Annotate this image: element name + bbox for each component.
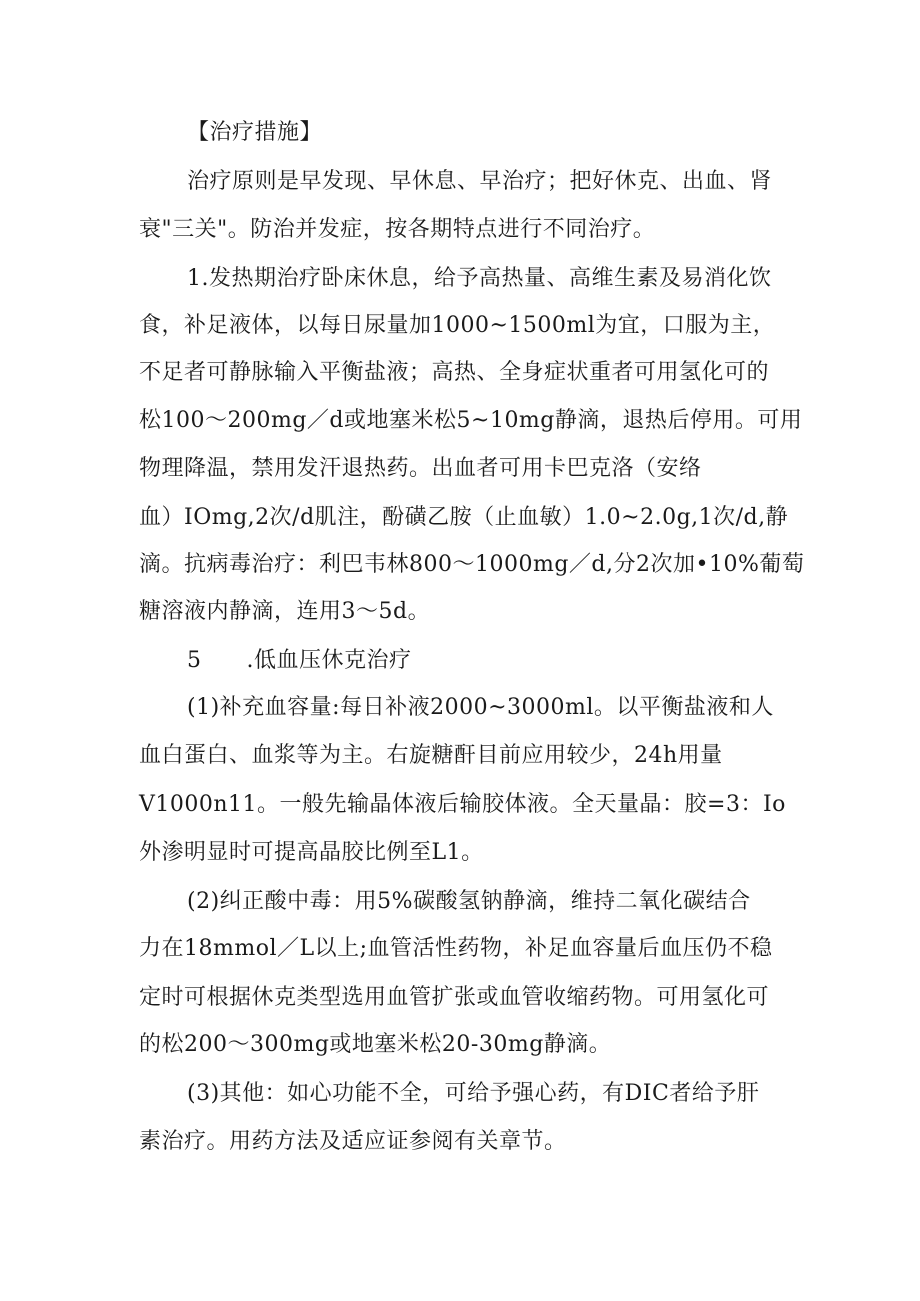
paragraph-line: 5 .低血压休克治疗 bbox=[187, 648, 412, 673]
paragraph-line: 血白蛋白、血浆等为主。右旋糖酐目前应用较少，24h用量 bbox=[139, 743, 723, 768]
paragraph-line: 衰"三关"。防治并发症，按各期特点进行不同治疗。 bbox=[139, 217, 656, 242]
paragraph-line: 定时可根据休克类型选用血管扩张或血管收缩药物。可用氢化可 bbox=[139, 985, 770, 1010]
paragraph-line: 物理降温，禁用发汗退热药。出血者可用卡巴克洛（安络 bbox=[139, 456, 702, 481]
paragraph-line: (2)纠正酸中毒：用5%碳酸氢钠静滴，维持二氧化碳结合 bbox=[187, 889, 751, 914]
paragraph-line: 血）IOmg,2次/d肌注，酚磺乙胺（止血敏）1.0~2.0g,1次/d,静 bbox=[139, 505, 789, 530]
paragraph-line: (1)补充血容量:每日补液2000~3000ml。以平衡盐液和人 bbox=[187, 695, 774, 720]
paragraph-line: V1000n11。一般先输晶体液后输胶体液。全天量晶：胶=3：Io bbox=[139, 792, 786, 817]
paragraph-line: 食，补足液体，以每日尿量加1000~1500ml为宜，口服为主， bbox=[139, 313, 776, 338]
paragraph-line: 力在18mmol／L以上;血管活性药物，补足血容量后血压仍不稳 bbox=[139, 936, 773, 961]
paragraph-line: 外渗明显时可提高晶胶比例至L1。 bbox=[139, 840, 484, 865]
paragraph-line: 1.发热期治疗卧床休息，给予高热量、高维生素及易消化饮 bbox=[187, 266, 772, 291]
section-heading: 【治疗措施】 bbox=[187, 120, 323, 145]
paragraph-line: (3)其他：如心功能不全，可给予强心药，有DIC者给予肝 bbox=[187, 1081, 760, 1106]
paragraph-line: 不足者可静脉输入平衡盐液；高热、全身症状重者可用氢化可的 bbox=[139, 360, 770, 385]
paragraph-line: 治疗原则是早发现、早休息、早治疗；把好休克、出血、肾 bbox=[187, 169, 773, 194]
paragraph-line: 糖溶液内静滴，连用3～5d。 bbox=[139, 599, 431, 624]
paragraph-line: 的松200～300mg或地塞米松20-30mg静滴。 bbox=[139, 1032, 612, 1057]
paragraph-line: 素治疗。用药方法及适应证参阅有关章节。 bbox=[139, 1129, 567, 1154]
paragraph-line: 松100～200mg／d或地塞米松5~10mg静滴，退热后停用。可用 bbox=[139, 408, 803, 433]
paragraph-line: 滴。抗病毒治疗：利巴韦林800～1000mg／d,分2次加•10%葡萄 bbox=[139, 552, 805, 577]
